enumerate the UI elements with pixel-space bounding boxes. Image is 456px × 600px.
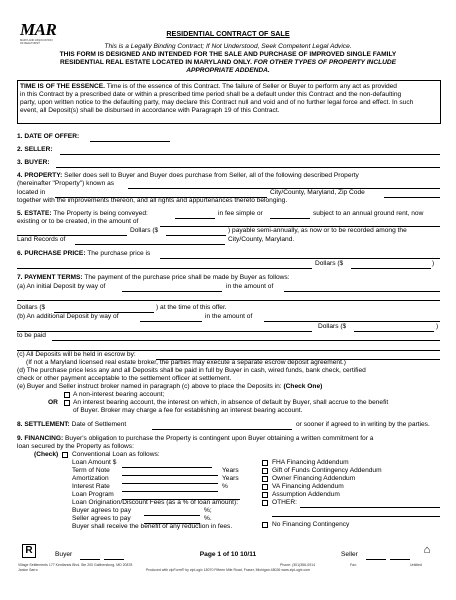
essence-text-1: Time is of the essence of this Contract. The failure of Seller or Buyer to perform any act as provided <box>106 83 397 90</box>
assumption-label: Assumption Addendum <box>272 491 340 498</box>
purchase-price-close: ) <box>432 260 435 267</box>
purchase-price-words-field-2[interactable] <box>17 268 312 269</box>
property-city-zip: City/County, Maryland, Zip Code <box>270 189 365 196</box>
ground-rent-dollars-field[interactable] <box>166 235 226 236</box>
essence-line-2: in this Contract by a prescribed date or within a prescribed time period shall be a default under this Contract and the non-defaulting <box>20 91 402 98</box>
property-known-as: (hereinafter "Property") known as <box>17 180 115 187</box>
additional-deposit-close: ) <box>436 323 439 330</box>
property-text-1: Seller does sell to Buyer and Buyer does purchase from Seller, all of the following described Property <box>64 172 359 179</box>
fee-simple-field[interactable] <box>175 218 215 219</box>
seller-initials-field-1[interactable] <box>366 559 386 560</box>
form-purpose-2-italic: FOR OTHER TYPES OF PROPERTY INCLUDE <box>251 59 397 66</box>
settlement-date-field[interactable] <box>152 429 292 430</box>
essence-line-3: party, upon written notice to the defaulting party, may declare this Contract null and void and of no further legal force and effect. In such <box>20 99 414 106</box>
settlement-line <box>17 421 126 429</box>
buyer-field[interactable] <box>56 167 440 168</box>
other-field[interactable] <box>300 507 440 508</box>
property-zip-field[interactable] <box>384 197 440 198</box>
loan-amount-field[interactable] <box>122 467 212 468</box>
settlement-date-label: Date of Settlement <box>71 421 127 428</box>
estate-line-1 <box>17 210 148 218</box>
financing-line-1 <box>17 435 373 443</box>
term-years: Years <box>222 467 239 474</box>
estate-ground-rent: subject to an annual ground rent, now <box>313 210 424 217</box>
page-number: Page 1 of 10 10/11 <box>199 551 257 558</box>
additional-deposit-words-field[interactable] <box>17 331 312 332</box>
term-field[interactable] <box>122 475 218 476</box>
escrow-label: (c) All Deposits will be held in escrow by: <box>17 351 136 358</box>
property-improvements: together with the improvements thereon, and all rights and appurtenances thereto belonging. <box>17 197 288 204</box>
amortization-field[interactable] <box>122 483 218 484</box>
non-interest-checkbox[interactable] <box>64 392 70 398</box>
fha-label: FHA Financing Addendum <box>272 459 349 466</box>
essence-line-1 <box>20 83 397 91</box>
no-financing-checkbox[interactable] <box>262 522 268 528</box>
seller-pay-pct: %. <box>204 515 212 522</box>
no-financing-label: No Financing Contingency <box>272 521 350 528</box>
fees-label: Loan Origination/Discount Fees (as a % of loan amount): <box>72 499 239 506</box>
purchase-price-line <box>17 250 150 258</box>
interest-bearing-fee: of Buyer. Broker may charge a fee for establishing an interest bearing account. <box>73 407 303 414</box>
estate-land-records: Land Records of <box>17 236 66 243</box>
check-label: (Check) <box>34 451 59 458</box>
additional-deposit-dollars: Dollars ($ <box>318 323 347 330</box>
logo-text: MAR <box>20 20 57 39</box>
date-of-offer-label: 1. DATE OF OFFER: <box>17 133 80 140</box>
buyer-pay-pct: %; <box>204 507 212 514</box>
estate-heading: 5. ESTATE: <box>17 210 52 217</box>
buyer-pay-field[interactable] <box>144 515 200 516</box>
fha-checkbox[interactable] <box>262 460 268 466</box>
additional-deposit-method-field[interactable] <box>140 321 202 322</box>
property-line-1 <box>17 172 359 180</box>
interest-bearing-label: An interest bearing account, the interest on which, in absence of default by Buyer, shall accrue to the benefit <box>73 399 389 406</box>
ground-rent-field[interactable] <box>270 218 310 219</box>
initial-deposit-amount-field[interactable] <box>284 291 440 292</box>
purchase-price-heading: 6. PURCHASE PRICE: <box>17 250 86 257</box>
other-field-2[interactable] <box>272 516 440 517</box>
date-of-offer-field[interactable] <box>90 141 170 142</box>
essence-line-4: event, all Deposit(s) shall be disbursed in accordance with Paragraph 19 of this Contract. <box>20 107 280 114</box>
initial-deposit-method-field[interactable] <box>122 291 222 292</box>
footer-fax: Fax: <box>350 563 357 567</box>
conventional-label: Conventional Loan as follows: <box>72 451 160 458</box>
non-interest-label: A non-interest bearing account; <box>73 391 165 398</box>
footer-agent: Janice Sarro <box>18 568 38 572</box>
deposit-instruction-text: (e) Buyer and Seller instruct broker named in paragraph (c) above to place the Deposits in: <box>17 383 282 390</box>
va-label: VA Financing Addendum <box>272 483 344 490</box>
check-one-label: (Check One) <box>283 383 323 390</box>
purchase-price-dollars-field[interactable] <box>351 268 431 269</box>
property-located-in: located in <box>17 189 46 196</box>
escrow-note: (If not a Maryland licensed real estate broker, the parties may execute a separate escrow deposit agreement.) <box>26 359 346 366</box>
land-records-field[interactable] <box>75 244 225 245</box>
form-purpose-2 <box>0 59 456 67</box>
footer-company: Village Settlements 177 Kentlands Blvd. Ste 200 Gaithersburg, MD 20878 <box>18 563 133 567</box>
equal-housing-icon: ⌂ <box>423 544 431 556</box>
estate-semi-annual: ) payable semi-annually, as now or to be recorded among the <box>228 227 407 234</box>
form-purpose-3: APPROPRIATE ADDENDA. <box>186 67 270 74</box>
realtor-logo-icon: R <box>22 544 36 558</box>
payment-terms-line <box>17 274 290 282</box>
to-be-paid-label: to be paid <box>17 332 46 339</box>
amortization-label: Amortization <box>72 475 109 482</box>
loan-program-label: Loan Program <box>72 491 114 498</box>
owner-label: Owner Financing Addendum <box>272 475 356 482</box>
settlement-heading: 8. SETTLEMENT: <box>17 421 70 428</box>
financing-text-2: loan secured by the Property as follows: <box>17 443 134 450</box>
additional-deposit-dollars-field[interactable] <box>354 331 434 332</box>
seller-field[interactable] <box>60 154 440 155</box>
to-be-paid-field[interactable] <box>52 340 440 341</box>
interest-rate-pct: % <box>222 483 228 490</box>
property-heading: 4. PROPERTY: <box>17 172 63 179</box>
term-label: Term of Note <box>72 467 110 474</box>
gift-checkbox[interactable] <box>262 468 268 474</box>
financing-heading: 9. FINANCING: <box>17 435 64 442</box>
footer-doc-name: Untitled <box>410 563 422 567</box>
form-title: RESIDENTIAL CONTRACT OF SALE <box>166 29 290 38</box>
form-purpose-2-bold: RESIDENTIAL REAL ESTATE LOCATED IN MARYLAND ONLY. <box>59 59 252 66</box>
interest-bearing-checkbox[interactable] <box>64 400 70 406</box>
seller-label: 2. SELLER: <box>17 146 53 153</box>
purchase-price-less-1: (d) The purchase price less any and all Deposits shall be paid in full by Buyer in cash, wired funds, bank check, certified <box>17 367 366 374</box>
interest-rate-field[interactable] <box>122 491 218 492</box>
purchase-price-less-2: check or other payment acceptable to the settlement officer at settlement. <box>17 375 232 382</box>
estate-amount-text: existing or to be created, in the amount of <box>17 218 139 225</box>
financing-text-1: Buyer's obligation to purchase the Property is contingent upon Buyer obtaining a written commitment for a <box>65 435 374 442</box>
other-label: OTHER: <box>272 499 297 506</box>
footer-phone: Phone: (301)356-0914 <box>280 563 316 567</box>
additional-deposit-label: (b) An additional Deposit by way of <box>17 313 119 320</box>
purchase-price-dollars: Dollars ($ <box>315 260 344 267</box>
interest-rate-label: Interest Rate <box>72 483 110 490</box>
initial-deposit-amount-label: in the amount of <box>226 283 274 290</box>
essence-heading: TIME IS OF THE ESSENCE. <box>20 83 105 90</box>
or-label: OR <box>48 399 58 406</box>
form-purpose-1: THIS FORM IS DESIGNED AND INTENDED FOR THE SALE AND PURCHASE OF IMPROVED SINGLE FAMILY <box>59 51 397 58</box>
purchase-price-words-field[interactable] <box>160 258 440 259</box>
seller-pay-label: Seller agrees to pay <box>72 515 131 522</box>
estate-conveyed: The Property is being conveyed: <box>53 210 148 217</box>
buyer-label: 3. BUYER: <box>17 159 50 166</box>
other-checkbox[interactable] <box>262 500 268 506</box>
logo-subtext: MARYLAND ASSOCIATION OF REALTORS® <box>20 39 53 45</box>
purchase-price-text: The purchase price is <box>87 250 151 257</box>
owner-checkbox[interactable] <box>262 476 268 482</box>
amortization-years: Years <box>222 475 239 482</box>
benefit-label: Buyer shall receive the benefit of any reduction in fees. <box>72 523 233 530</box>
conventional-checkbox[interactable] <box>62 452 68 458</box>
payment-terms-text: The payment of the purchase price shall be made by Buyer as follows: <box>84 274 290 281</box>
settlement-sooner: or sooner if agreed to in writing by the parties. <box>296 421 430 428</box>
footer-buyer-label: Buyer <box>55 551 73 558</box>
estate-dollars: Dollars ($ <box>130 227 159 234</box>
additional-deposit-amount-field[interactable] <box>264 321 440 322</box>
initial-deposit-words-field[interactable] <box>17 300 440 301</box>
estate-city-county: City/County, Maryland. <box>228 236 295 243</box>
initial-deposit-dollars: Dollars ($ <box>17 304 46 311</box>
estate-fee-simple: in fee simple or <box>218 210 263 217</box>
legal-notice: This is a Legally Binding Contract; If Not Understood, Seek Competent Legal Advice. <box>104 43 352 50</box>
payment-terms-heading: 7. PAYMENT TERMS: <box>17 274 83 281</box>
buyer-pay-label: Buyer agrees to pay <box>72 507 132 514</box>
loan-amount-label: Loan Amount $ <box>72 459 117 466</box>
deposit-instruction <box>17 383 322 391</box>
gift-label: Gift of Funds Contingency Addendum <box>272 467 382 474</box>
seller-initials-field-2[interactable] <box>390 559 410 560</box>
initial-deposit-time: ) at the time of this offer. <box>156 304 227 311</box>
footer-seller-label: Seller <box>341 551 358 558</box>
va-checkbox[interactable] <box>262 484 268 490</box>
initial-deposit-label: (a) An initial Deposit by way of <box>17 283 106 290</box>
additional-deposit-amount-label: in the amount of <box>205 313 253 320</box>
assumption-checkbox[interactable] <box>262 492 268 498</box>
footer-produced: Produced with zipForm® by zipLogix 18070 Fifteen Mile Road, Fraser, Michigan 48026 www.zipLogix.com <box>145 568 311 572</box>
